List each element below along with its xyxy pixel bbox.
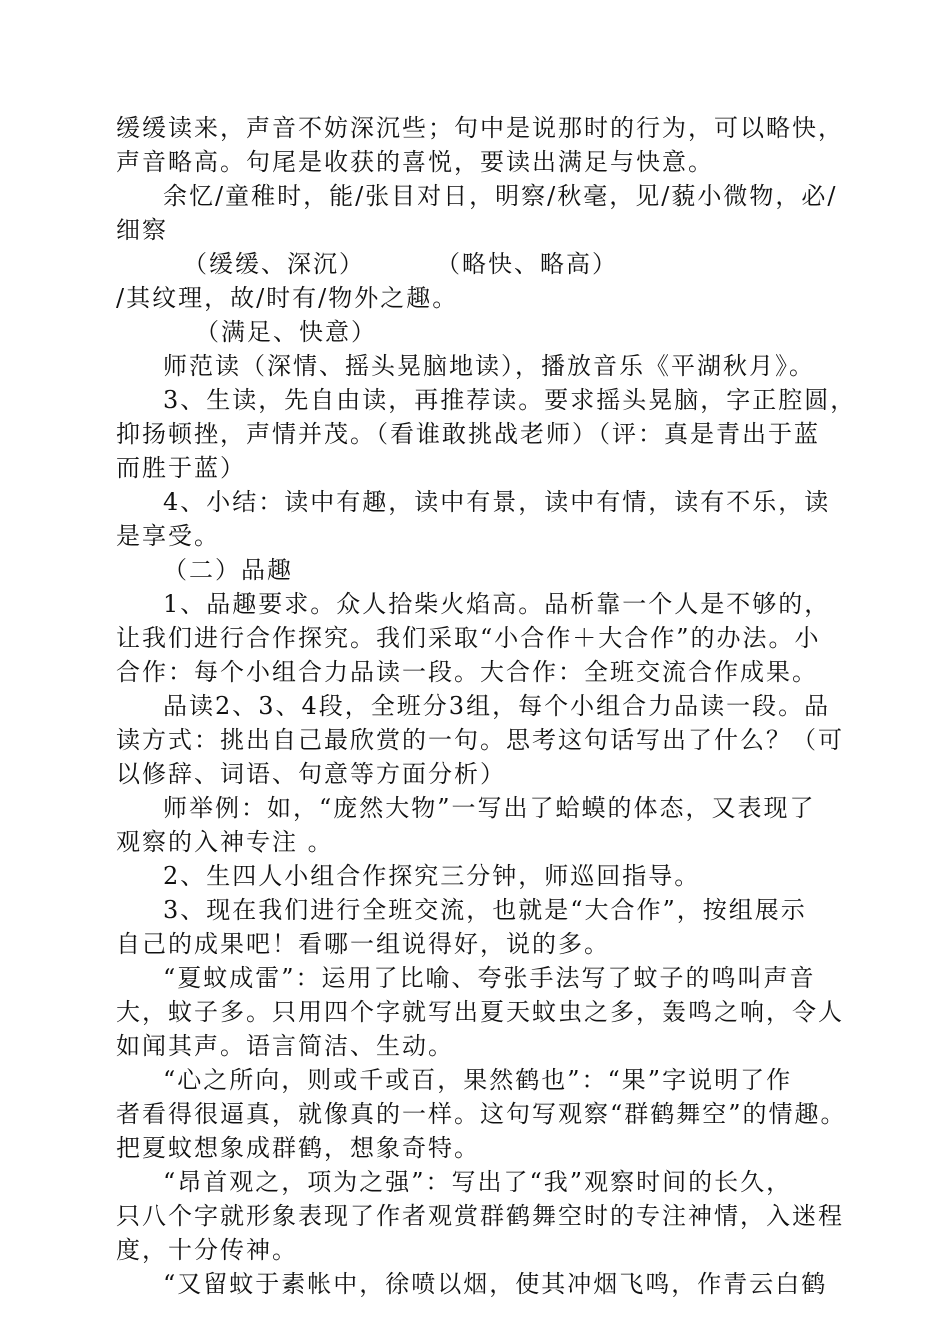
text-line: 自己的成果吧！看哪一组说得好，说的多。 [116,930,610,958]
text-line: 师举例：如，“庞然大物”一写出了蛤蟆的体态，又表现了 [163,794,816,822]
text-line: 让我们进行合作探究。我们采取“小合作＋大合作”的办法。小 [116,624,821,652]
text-line: 细察 [116,216,168,244]
text-line: 师范读（深情、摇头晃脑地读），播放音乐《平湖秋月》。 [163,352,815,380]
text-line: 1、品趣要求。众人拾柴火焰高。品析靠一个人是不够的， [163,590,831,618]
text-line: “又留蚊于素帐中，徐喷以烟，使其冲烟飞鸣，作青云白鹤 [163,1270,828,1298]
text-line: 而胜于蓝） [116,454,246,482]
text-line: 3、生读，先自由读，再推荐读。要求摇头晃脑，字正腔圆， [163,386,857,414]
text-line: （缓缓、深沉） [183,250,365,278]
text-line: 只八个字就形象表现了作者观赏群鹤舞空时的专注神情，入迷程 [116,1202,844,1230]
text-line: 缓缓读来，声音不妨深沉些；句中是说那时的行为，可以略快， [116,114,844,142]
text-line: 品读2、3、4段，全班分3组，每个小组合力品读一段。品 [163,692,831,720]
text-line: 观察的入神专注 。 [116,828,334,856]
text-line: 以修辞、词语、句意等方面分析） [116,760,506,788]
text-line: 大，蚊子多。只用四个字就写出夏天蚊虫之多，轰鸣之响，令人 [116,998,844,1026]
text-line: /其纹理，故/时有/物外之趣。 [116,284,459,312]
text-line: 3、现在我们进行全班交流，也就是“大合作”，按组展示 [163,896,807,924]
text-line: 者看得很逼真，就像真的一样。这句写观察“群鹤舞空”的情趣。 [116,1100,847,1128]
text-line: 度，十分传神。 [116,1236,298,1264]
text-line: 4、小结：读中有趣，读中有景，读中有情，读有不乐，读 [163,488,831,516]
text-line: 声音略高。句尾是收获的喜悦，要读出满足与快意。 [116,148,714,176]
text-line: （满足、快意） [195,318,377,346]
text-line: （略快、略高） [436,250,618,278]
text-line: “夏蚊成雷”：运用了比喻、夸张手法写了蚊子的鸣叫声音 [163,964,816,992]
text-line: 余忆/童稚时，能/张目对日，明察/秋毫，见/藐小微物，必/ [163,182,838,210]
text-line: 把夏蚊想象成群鹤，想象奇特。 [116,1134,480,1162]
text-line: 如闻其声。语言简洁、生动。 [116,1032,454,1060]
text-line: “昂首观之，项为之强”：写出了“我”观察时间的长久， [163,1168,793,1196]
text-line: “心之所向，则或千或百，果然鹤也”：“果”字说明了作 [163,1066,793,1094]
text-line: 合作：每个小组合力品读一段。大合作：全班交流合作成果。 [116,658,818,686]
text-line: 2、生四人小组合作探究三分钟，师巡回指导。 [163,862,701,890]
text-line: （二）品趣 [163,556,293,584]
text-line: 抑扬顿挫，声情并茂。（看谁敢挑战老师）（评：真是青出于蓝 [116,420,820,448]
text-line: 读方式：挑出自己最欣赏的一句。思考这句话写出了什么？（可 [116,726,844,754]
text-line: 是享受。 [116,522,220,550]
